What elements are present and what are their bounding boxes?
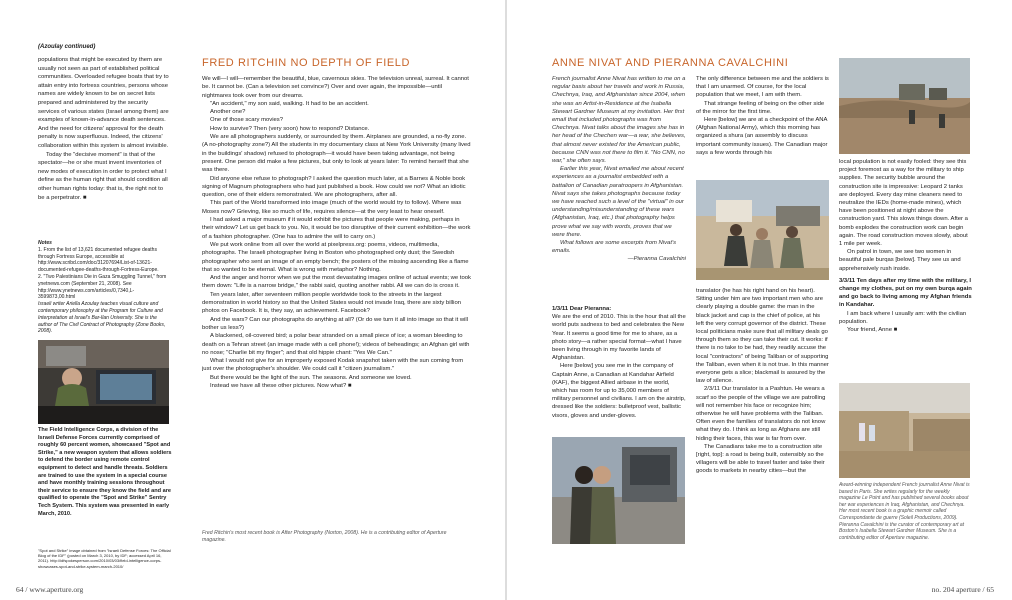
ritchin-para: We will—I will—remember the beautiful, blue, cavernous skies. The television unreal, surreal. It cannot be. It cannot be. (Can a television set convince?) Over and over again, the impossible—until nightmares took over from our dreams.	[202, 76, 469, 99]
ritchin-bio: Fred Ritchin's most recent book is After Photography (Norton, 2008). He is a contributing editor of Aperture magazine.	[202, 530, 447, 543]
col3-para: 3/3/11 Ten days after my time with the military, I change my clothes, put on my own burqa again and go back to living among my Afghan friends in Kandahar.	[839, 277, 972, 309]
col3-para: Your friend, Anne ■	[847, 327, 898, 334]
ritchin-heading	[202, 57, 410, 69]
ritchin-para: Instead we have all these other pictures. Now what? ■	[210, 382, 352, 389]
col2-para: That strange feeling of being on the other side of the mirror for the first time.	[696, 100, 825, 115]
nivat-col3-body	[839, 158, 972, 380]
right-folio: no. 204 aperture / 65	[931, 585, 994, 594]
photo-caption: The Field Intelligence Corps, a division of the Israeli Defense Forces currently comprised of roughly 60 percent women, showcased "Spot and Strike," a new weapon system that allows soldiers to defend the border using remote control equipment to detect and handle threats. Soldiers are trained to use the system in a special course and have monthly training sessions throughout their service to ensure they know the field and are qualified to operate the "Spot and Strike" Sentry Tech System. This system was presented in early March, 2010.	[38, 427, 172, 517]
azoulay-para-2: Today the "decisive moment" is that of the spectator—he or she must invent inventories of new modes of execution in order to protect what I define as the human right that should condition all other human rights today: that is, the right not to be a perpetrator. ■	[38, 151, 168, 201]
shura-photo	[696, 180, 829, 280]
col2-para: The Canadians take me to a construction site [right, top]: a road is being built, ostensibly so the villagers will be able to travel faster and take their goods to markets in nearby cities—but the	[696, 443, 825, 475]
intro-para: What follows are some excerpts from Nivat's emails.	[552, 240, 677, 255]
ritchin-para: A blackened, oil-covered bird; a polar bear stranded on a small piece of ice; a woman bleeding to death on a Tehran street (an image made with a cell phone!); videos of beheadings; an Afghan girl with no nose; "Charlie bit my finger"; and that old hippie chant: "Yes We Can."	[202, 333, 470, 356]
notes-heading: Notes	[38, 240, 52, 246]
ritchin-para: Did anyone else refuse to photograph? I asked the question much later, at a Barnes & Noble book signing of Magnum photographers who had just published a book. How could we not? What an idiotic question, one of their elders remonstrated. We are photographers, after all.	[202, 175, 466, 199]
ritchin-para: How to survive? Then (very soon) how to respond? Distance.	[210, 125, 370, 132]
col3-para: I am back where I usually am: with the civilian population.	[839, 310, 967, 325]
ritchin-para: Ten years later, after seventeen million people worldwide took to the streets in the largest demonstration in world history so that the United States would not invade Iraq, there are sixty billion photos on Facebook. It is, they say, an achievement. Facebook?	[202, 291, 461, 315]
nivat-col2-top	[696, 75, 829, 175]
ritchin-heading-name: FRED RITCHIN	[202, 57, 287, 69]
letter-date: 1/3/11 Dear Pieranna:	[552, 306, 612, 312]
ritchin-para: This part of the World transformed into image (much of the world would try to follow). Where was Moses now? Grieving, like so much of life, requires silence—at the very least to hear oneself.	[202, 200, 462, 215]
nivat-col2-bottom	[696, 287, 829, 551]
nivat-heading: ANNE NIVAT AND PIERANNA CAVALCHINI	[552, 57, 789, 69]
col2-para: Here [below] we are at a checkpoint of the ANA (Afghan National Army), which this morning has organized a shura (an assembly to discuss important community issues). The Canadian major says a few words through his	[696, 117, 828, 156]
ritchin-para: And the wars? Can our photographs do anything at all? (Or do we turn it all into image so that it will bother us less?)	[202, 316, 469, 331]
col3-para: On patrol in town, we see two women in beautiful pale burqas [below]. They see us and apprehensively rush inside.	[839, 249, 961, 272]
airstrip-photo	[552, 437, 685, 544]
ritchin-para: I had asked a major museum if it would exhibit the pictures that people were making, perhaps in their window? Let us get back to you. No, it would be too disruptive of their current exhibition—the work of a fashion photographer. (One has to admire the will to carry on.)	[202, 217, 471, 240]
intro-para: Earlier this year, Nivat emailed me about recent experiences as a journalist embedded with a battalion of Canadian paratroopers in Afghanistan. Nivat says she takes photographs because today we have reached such a level of the "virtual" in our understanding/misunderstanding of these wars (Afghanistan, Iraq, etc.) that photography helps prove what we say with words, proves that we were there.	[552, 166, 684, 238]
ritchin-para: And the anger and horror when we put the most devastating images online of actual events; we took them down: "Life is a narrow bridge," the rabbi said, quoting another rabbi. All we can do is cross it.	[202, 275, 471, 290]
left-page	[0, 0, 505, 600]
ritchin-para: We are all photographers suddenly, or surrounded by them. Airplanes are grounded, a no-fly zone. (A no-photography zone?) All the students in my documentary class at New York University (many lived in the buildings' shadow) refused to photograph—it would have been taking advantage, not being present. One person did make a few pictures, but only to look at years later: To remind herself that she was there.	[202, 134, 471, 174]
col2-para: The only difference between me and the soldiers is that I am unarmed. Of course, for the local population that we meet, I am with them.	[696, 76, 829, 99]
col2-para: translator (he has his right hand on his heart). Sitting under him are two important men who are clearly playing a double game: the man in the black jacket and cap is the chief of police, at his left the very corrupt governor of the district. These local politicians make sure that all military deals go through them so they can take their cut. It works: if there is no take to be had, they readily accuse the local "contractors" of being Taliban or of supporting the Taliban, even when it is not true. In this manner everyone gets a slice; blackmail is assured by the law of silence.	[696, 288, 829, 385]
left-folio: 64 / www.aperture.org	[16, 585, 84, 594]
intro-para: French journalist Anne Nivat has written to me on a regular basis about her travels and work in Russia, Chechnya, Iraq, and Afghanistan since 2004, when she was an Artist-in-Residence at the Isabella Stewart Gardner Museum at my invitation. Her first email that included photographs was from Chechnya. Nivat talks about the images she has in her head of the Chechen war—a war, she believes, that almost never existed for the American public, because CNN was not there to film it. "No CNN, no war," she often says.	[552, 76, 686, 165]
col2-para: 2/3/11 Our translator is a Pashtun. He wears a scarf so the people of the village we are patrolling will not remember his face or recognize him; otherwise he will have problems with the Taliban. Often even the families of translators do not know what they do. I think as long as Afghans are still hiding their faces, this war is far from over.	[696, 386, 826, 442]
soldier-console-photo	[38, 340, 169, 424]
azoulay-body	[38, 56, 170, 238]
ritchin-para: We put work online from all over the world at pixelpress.org: poems, videos, multimedia, photographs. The Israeli photographer living in Boston who photographed only dust; the Swedish photographer who sent an image of an empty bench; the posters of the missing ascending like a flame that so wanted to be eternal. What is wrong with metaphor? Nothing.	[202, 241, 469, 273]
note-2: 2. "Two Palestinians Die in Gaza Smuggling Tunnel," from ynetnews.com (September 21, 2008). See http://www.ynetnews.com/articles/0,7340,L-3599873,00.html	[38, 273, 167, 301]
contributor-bios: Award-winning independent French journalist Anne Nivat is based in Paris. She writes regularly for the weekly magazine Le Point and has published several books about her war experiences in Iraq, Afghanistan, and Chechnya. Her most recent book is a graphic memoir called Correspondante de guerre (Soleil Productions, 2009). Pieranna Cavalchini is the curator of contemporary art at Boston's Isabella Stewart Gardner Museum. She is a contributing editor of Aperture magazine.	[839, 482, 970, 541]
intro-italic	[552, 75, 686, 299]
col1-para: We are the end of 2010. This is the hour that all the world puts sadness to bed and celebrates the New Year. It seems a good time for me to share, as a photo story—a rather special format—what I have been living through in my favorite lands of Afghanistan.	[552, 314, 686, 362]
construction-photo	[839, 58, 970, 154]
photo-credit: "Spot and Strike" image obtained from "Israeli Defense Forces: The Official Blog of the IDF" (posted on March 3, 2010, by IDF; accessed April 16, 2011). http://idfspokesperson.com/2010/03/03/field-intelligence-corps-showcases-spot-and-strike-system-march-2010/	[38, 548, 171, 569]
ritchin-body	[202, 75, 472, 519]
azoulay-para-1: populations that might be executed by them are usually not seen as part of established political communities. Overloaded refugee boats that try to attain entry into fortress countries, persons whose names are widely known to be on secret lists prepared and administered by the security services of various states (Israel among them) are examples of known-in-advance death sentences. And the need for citizens' approval for the death penalty is now superfluous. Indeed, the citizens' collaboration within this system is almost invisible.	[38, 57, 169, 149]
col3-para: local population is not easily fooled: they see this project foremost as a way for the military to ship supplies. The security bubble around the construction site is impressive: Leopard 2 tanks are deployed. Every day mine cleaners need to neutralize the IEDs (home-made mines), which have been positioned at night above the construction yard. This slows things down. After a bomb explodes the construction work can begin again. The road construction moves slowly, about 1 mile per week.	[839, 159, 968, 248]
nivat-col1-body	[552, 305, 686, 431]
ritchin-para: One of those scary movies?	[210, 117, 284, 124]
intro-signature: —Pieranna Cavalchini	[627, 256, 686, 263]
ritchin-para: "An accident," my son said, walking. It had to be an accident.	[210, 100, 369, 107]
ritchin-para: Another one?	[210, 109, 246, 116]
notes-block	[38, 240, 170, 340]
burqa-women-photo	[839, 383, 970, 478]
right-page	[507, 0, 1012, 600]
col1-para: Here [below] you see me in the company of Captain Anne, a Canadian at Kandahar Airfield (KAF), the biggest Allied airbase in the world, which has room for up to 35,000 members of military personnel and civilians. I am on the airstrip, dressed like the soldiers: bulletproof vest, ballistic visors, gloves and under-gloves.	[552, 363, 686, 419]
azoulay-bio: Israeli writer Ariella Azoulay teaches visual culture and contemporary philosophy at the Program for Culture and Interpretation at Israel's Bar-Ilan University. She is the author of The Civil Contract of Photography (Zone Books, 2008).	[38, 301, 166, 335]
note-1: 1. From the list of 13,621 documented refugee deaths through Fortress Europe, accessible at http://www.scribd.com/doc/31207694/List-of-13621-documented-refugee-deaths-through-Fortress-Europe.	[38, 246, 159, 274]
ritchin-para: What I would not give for an improperly exposed Kodak snapshot taken with the sun coming from just over the photographer's shoulder. We could call it "citizen journalism."	[202, 358, 464, 373]
ritchin-heading-title: NO DEPTH OF FIELD	[286, 57, 411, 69]
ritchin-para: But there would be the light of the sun. The seasons. And someone we loved.	[210, 374, 412, 381]
continued-label: (Azoulay continued)	[38, 44, 96, 50]
